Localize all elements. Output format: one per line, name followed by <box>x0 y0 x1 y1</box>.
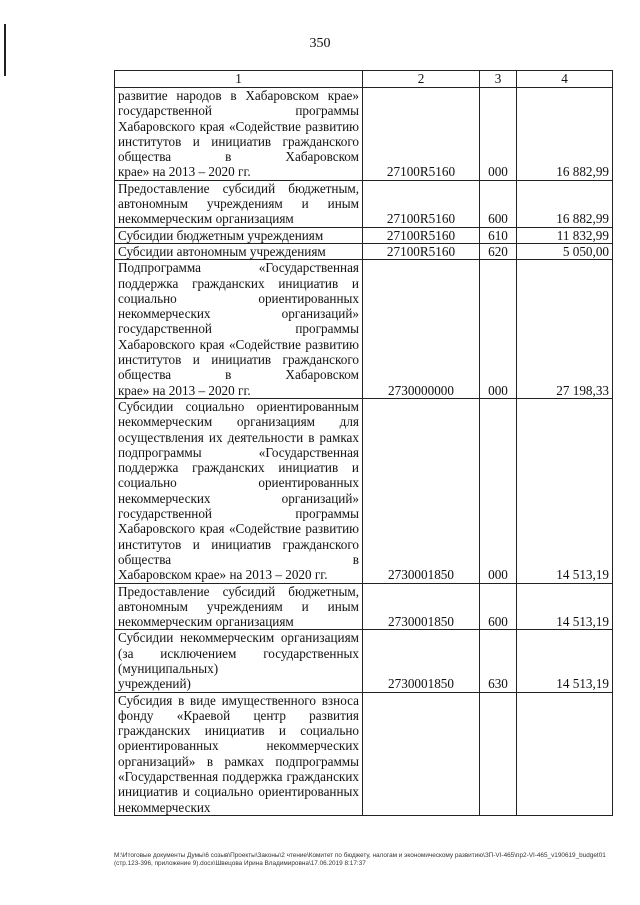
row-description-text: Предоставление субсидий бюджетным, автономным учреждениям и иным <box>118 583 359 614</box>
table-row <box>115 692 613 815</box>
header-col-4: 4 <box>517 71 613 88</box>
table-header-row <box>115 71 613 88</box>
row-code: 27100R5160 <box>363 88 480 181</box>
table-body <box>115 88 613 816</box>
row-description-last-line: Хабаровском крае» на 2013 – 2020 гг. <box>118 567 328 583</box>
row-code <box>363 692 480 815</box>
row-description <box>115 692 363 815</box>
row-description-text: Субсидии некоммерческим организациям (за исключением государственных (муниципальных) <box>118 630 359 676</box>
table-row <box>115 88 613 181</box>
header-col-2: 2 <box>363 71 480 88</box>
row-description-last-line: крае» на 2013 – 2020 гг. <box>118 382 251 398</box>
row-expense-type: 000 <box>480 88 517 181</box>
table-row <box>115 243 613 259</box>
row-description <box>115 88 363 181</box>
row-code: 27100R5160 <box>363 180 480 227</box>
row-description <box>115 583 363 630</box>
row-expense-type: 630 <box>480 630 517 692</box>
file-path-footer: M:\Итоговые документы Думы\6 созыв\Проекты\Законы\2 чтение\Комитет по бюджету, налогам и экономическому развитию\ЗП-VI-465\пр2-VI-465_v190619_budget01 (стр.123-396, приложение 9).docx\Швецова Ирина Владимировна\17.06.2019 8:17:37 <box>114 852 606 867</box>
table-row <box>115 398 613 583</box>
row-expense-type: 000 <box>480 260 517 399</box>
table-row <box>115 630 613 692</box>
row-expense-type: 600 <box>480 180 517 227</box>
row-amount <box>517 692 613 815</box>
table-row <box>115 227 613 243</box>
row-code: 2730001850 <box>363 630 480 692</box>
row-code: 2730000000 <box>363 260 480 399</box>
row-description-last-line: некоммерческим организациям <box>118 614 294 630</box>
header-col-1: 1 <box>115 71 363 88</box>
row-description-last-line: крае» на 2013 – 2020 гг. <box>118 164 251 180</box>
page-number: 350 <box>309 36 331 51</box>
row-amount: 16 882,99 <box>517 88 613 181</box>
row-description <box>115 260 363 399</box>
row-code: 2730001850 <box>363 583 480 630</box>
row-amount: 5 050,00 <box>517 243 613 259</box>
row-description-last-line: Субсидии автономным учреждениям <box>118 243 326 259</box>
table-row <box>115 260 613 399</box>
row-amount: 14 513,19 <box>517 398 613 583</box>
row-amount: 14 513,19 <box>517 583 613 630</box>
row-description-text: Субсидия в виде имущественного взноса фонду «Краевой центр развития гражданских инициатив и социально ориентированных некоммерческих организаций» в рамках подпрограммы «Государственная поддержка гражданских инициатив и социально ориентированных некоммерческих <box>118 692 359 815</box>
row-description <box>115 180 363 227</box>
row-expense-type: 620 <box>480 243 517 259</box>
row-description-text: Подпрограмма «Государственная поддержка гражданских инициатив и социально ориентированных некоммерческих организаций» государственной программы Хабаровского края «Содействие развитию институтов и инициатив гражданского общества в Хабаровском <box>118 260 359 383</box>
row-description-last-line: учреждений) <box>118 676 191 692</box>
row-amount: 16 882,99 <box>517 180 613 227</box>
row-amount: 11 832,99 <box>517 227 613 243</box>
row-code: 27100R5160 <box>363 227 480 243</box>
row-expense-type: 000 <box>480 398 517 583</box>
row-code: 27100R5160 <box>363 243 480 259</box>
row-amount: 27 198,33 <box>517 260 613 399</box>
row-expense-type: 610 <box>480 227 517 243</box>
row-code: 2730001850 <box>363 398 480 583</box>
row-expense-type <box>480 692 517 815</box>
row-description-text: Предоставление субсидий бюджетным, автономным учреждениям и иным <box>118 180 359 212</box>
row-description-last-line: некоммерческим организациям <box>118 211 294 227</box>
row-description <box>115 398 363 583</box>
row-description-text: развитие народов в Хабаровском крае» государственной программы Хабаровского края «Содействие развитию институтов и инициатив гражданского общества в Хабаровском <box>118 88 359 165</box>
header-col-3: 3 <box>480 71 517 88</box>
budget-table <box>114 70 613 816</box>
row-description <box>115 227 363 243</box>
table-row <box>115 180 613 227</box>
row-amount: 14 513,19 <box>517 630 613 692</box>
row-description <box>115 630 363 692</box>
row-description <box>115 243 363 259</box>
row-description-last-line: Субсидии бюджетным учреждениям <box>118 227 324 243</box>
row-expense-type: 600 <box>480 583 517 630</box>
table-row <box>115 583 613 630</box>
row-description-text: Субсидии социально ориентированным некоммерческим организациям для осуществления их деятельности в рамках подпрограммы «Государственная поддержка гражданских инициатив и социально ориентированных некоммерческих организаций» государственной программы Хабаровского края «Содействие развитию институтов и инициатив гражданского общества в <box>118 398 359 567</box>
